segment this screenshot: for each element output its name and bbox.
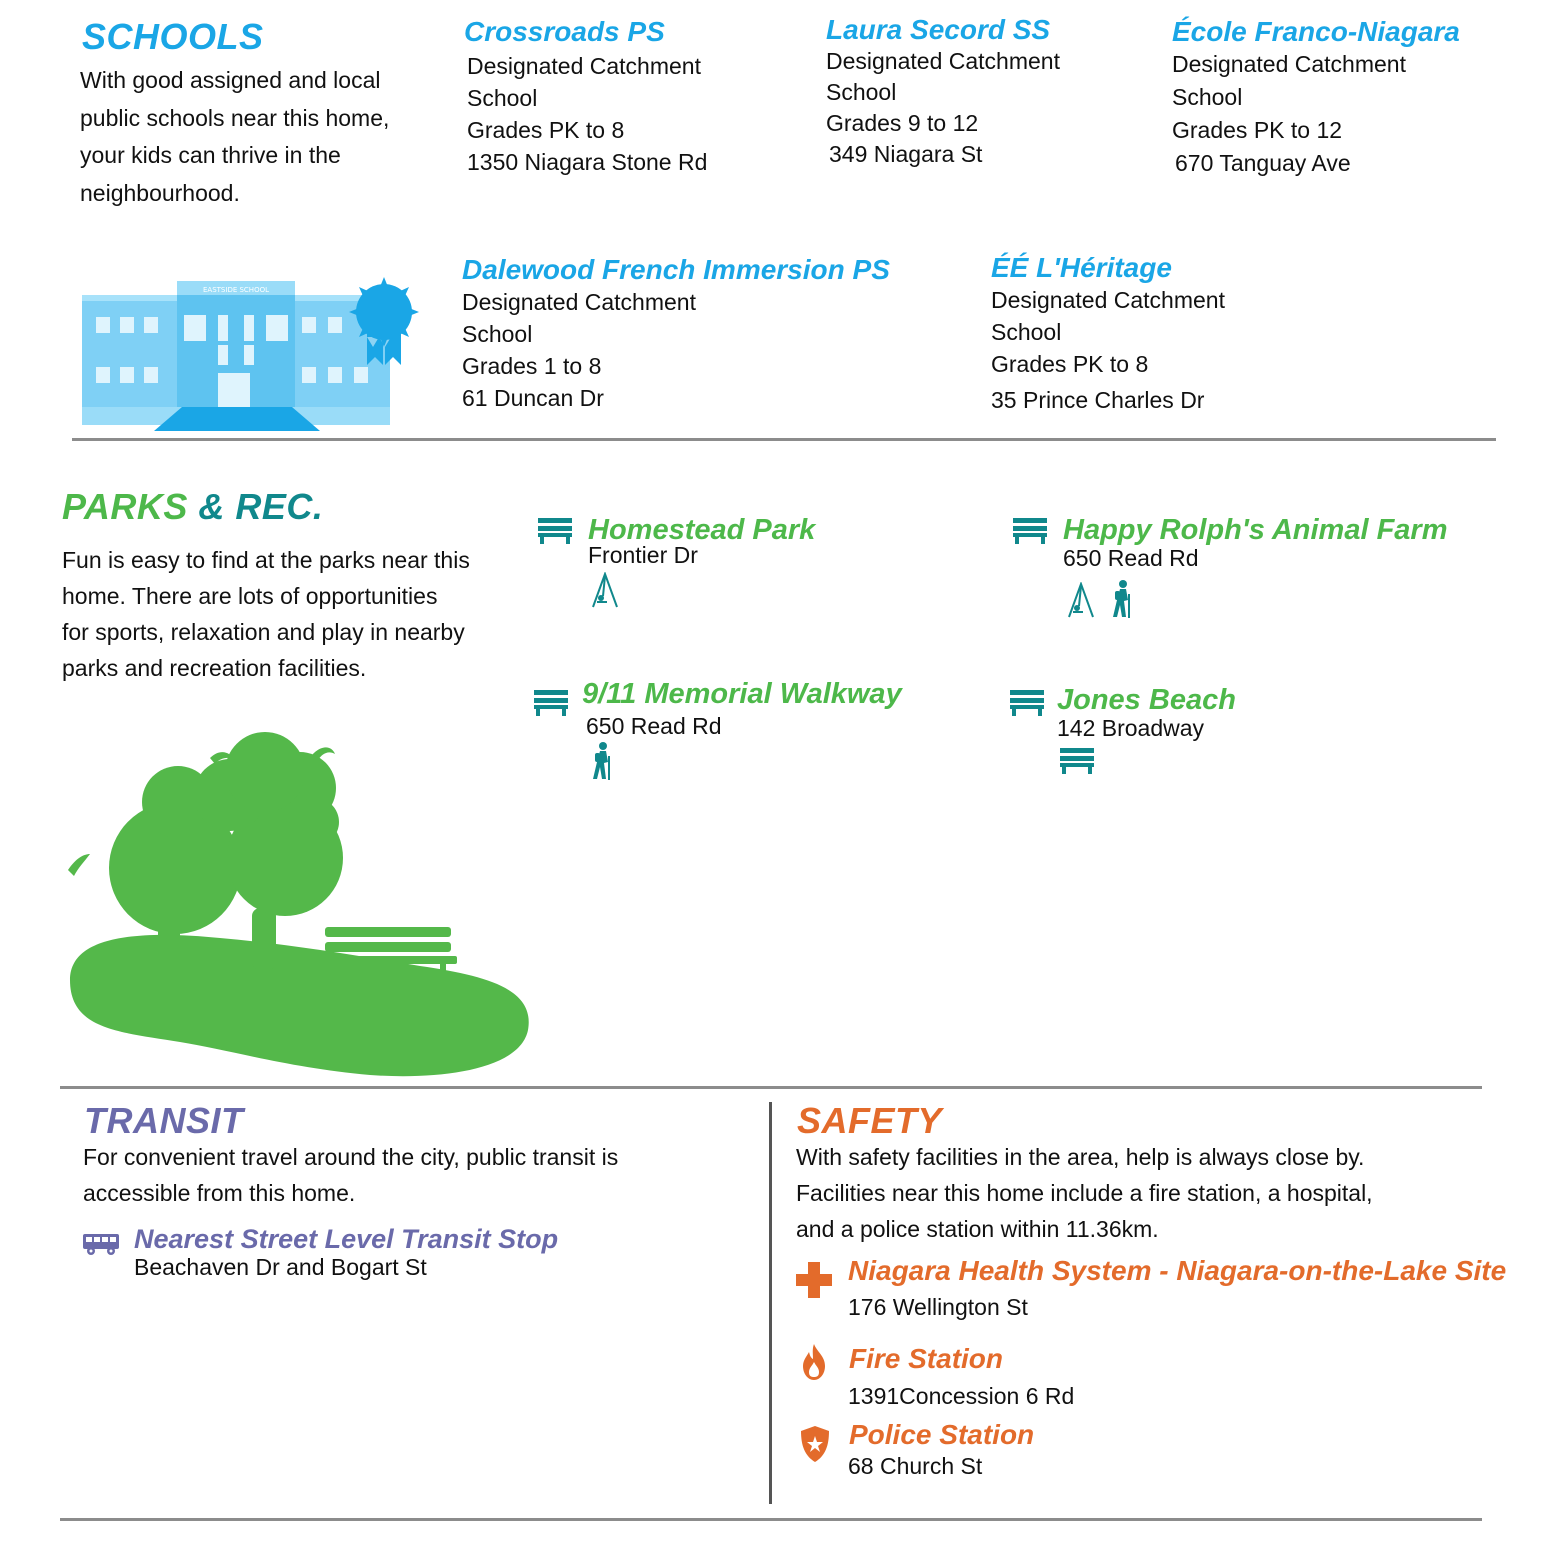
schools-title: SCHOOLS [82, 16, 264, 57]
school-building-icon [82, 265, 422, 435]
park-name: Jones Beach [1057, 684, 1236, 716]
transit-title: TRANSIT [84, 1100, 244, 1141]
safety-facility-name: Niagara Health System - Niagara-on-the-Lake Site [848, 1255, 1507, 1286]
section-divider [60, 1086, 1482, 1089]
park-name: Happy Rolph's Animal Farm [1063, 514, 1448, 546]
safety-facility-name: Police Station [849, 1419, 1035, 1450]
park-bench-icon [1013, 518, 1047, 544]
park-address: 650 Read Rd [586, 713, 722, 739]
park-name: 9/11 Memorial Walkway [582, 678, 902, 710]
park-bench-icon [1010, 690, 1044, 716]
safety-facility-name: Fire Station [849, 1343, 1004, 1374]
transit-stop-address: Beachaven Dr and Bogart St [134, 1254, 427, 1280]
school-name: École Franco-Niagara [1172, 16, 1460, 47]
school-card-dalewood: Dalewood French Immersion PS Designated Catchment School Grades 1 to 8 61 Duncan Dr [462, 254, 890, 411]
school-card-franco-niagara: École Franco-Niagara Designated Catchment School Grades PK to 12 670 Tanguay Ave [1172, 16, 1460, 176]
hiking-icon [1112, 580, 1134, 618]
bus-icon [83, 1234, 121, 1256]
park-address: Frontier Dr [588, 542, 698, 568]
safety-title: SAFETY [797, 1100, 943, 1141]
school-sign: EASTSIDE SCHOOL [203, 286, 269, 294]
safety-intro: With safety facilities in the area, help is always close by. Facilities near this home include a fire station, a hospital, and a police station within 11.36km. [796, 1144, 1373, 1242]
park-bench-icon [534, 690, 568, 716]
hiking-icon [592, 742, 614, 780]
park-address: 142 Broadway [1057, 715, 1205, 741]
column-divider [769, 1102, 772, 1504]
playground-icon [590, 572, 620, 608]
schools-intro: With good assigned and local public schools near this home, your kids can thrive in the neighbourhood. [80, 67, 390, 206]
police-icon [801, 1426, 829, 1462]
transit-stop-label: Nearest Street Level Transit Stop [134, 1224, 559, 1254]
fire-icon [801, 1344, 827, 1380]
park-bench-icon [538, 518, 572, 544]
safety-facility-address: 68 Church St [848, 1453, 983, 1479]
bench-icon [1059, 748, 1095, 774]
section-divider [60, 1518, 1482, 1521]
school-name: Crossroads PS [464, 16, 665, 47]
parks-intro: Fun is easy to find at the parks near this home. There are lots of opportunities for sports, relaxation and play in nearby parks and recreation facilities. [62, 547, 470, 681]
park-address: 650 Read Rd [1063, 545, 1199, 571]
school-card-crossroads: Crossroads PS Designated Catchment School Grades PK to 8 1350 Niagara Stone Rd [464, 16, 708, 175]
safety-facility-address: 176 Wellington St [848, 1294, 1028, 1320]
parks-title: PARKS & REC. [62, 486, 324, 527]
playground-icon [1066, 582, 1096, 618]
transit-intro: For convenient travel around the city, public transit is accessible from this home. [83, 1144, 619, 1206]
school-card-laura-secord: Laura Secord SS Designated Catchment School Grades 9 to 12 349 Niagara St [826, 14, 1060, 167]
school-name: Laura Secord SS [826, 14, 1051, 45]
section-divider [72, 438, 1496, 441]
school-name: Dalewood French Immersion PS [462, 254, 890, 285]
park-illustration-icon [60, 730, 540, 1080]
hospital-icon [796, 1262, 832, 1298]
school-card-lheritage: ÉÉ L'Héritage Designated Catchment School Grades PK to 8 35 Prince Charles Dr [991, 252, 1225, 413]
park-name: Homestead Park [588, 514, 816, 546]
safety-facility-address: 1391Concession 6 Rd [848, 1383, 1075, 1409]
school-name: ÉÉ L'Héritage [991, 252, 1172, 283]
